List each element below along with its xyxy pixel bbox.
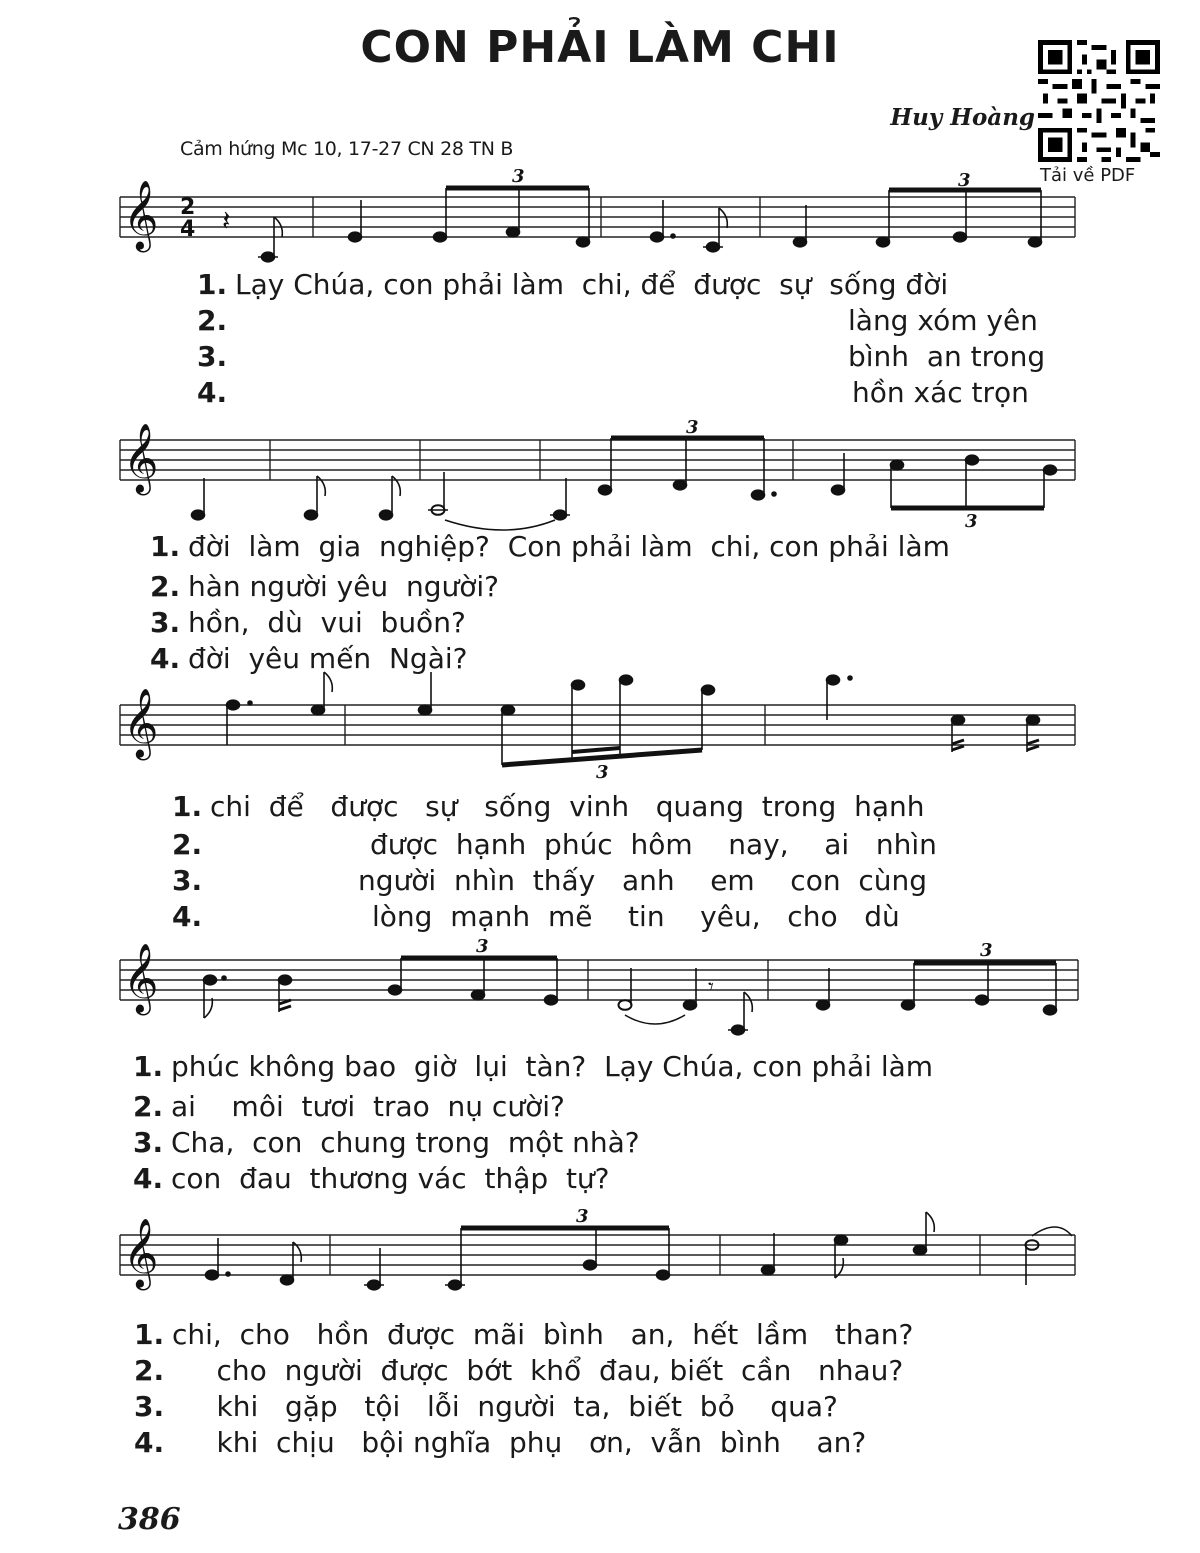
inspiration-note: Cảm hứng Mc 10, 17-27 CN 28 TN B (180, 138, 514, 160)
verse-number: 2. (150, 570, 181, 603)
verse-text: ai môi tươi trao nụ cười? (171, 1090, 565, 1123)
treble-clef-icon: 𝄞 (123, 688, 159, 758)
verse-number: 1. (197, 268, 228, 301)
lyric-line (134, 1390, 838, 1423)
eighth-rest-icon: 𝄾 (708, 975, 714, 1000)
lyric-line (134, 1318, 913, 1351)
note (914, 1245, 927, 1255)
note (835, 1235, 848, 1245)
verse-text: Cha, con chung trong một nhà? (171, 1126, 640, 1159)
verse-text: phúc không bao giờ lụi tàn? Lạy Chúa, con phải làm (171, 1050, 934, 1083)
note (368, 1280, 381, 1290)
verse-text: khi gặp tội lỗi người ta, biết bỏ qua? (172, 1390, 838, 1423)
treble-clef-icon: 𝄞 (123, 943, 159, 1013)
verse-number: 3. (134, 1390, 165, 1423)
treble-clef-icon: 𝄞 (123, 1218, 159, 1288)
verse-number: 4. (134, 1426, 165, 1459)
verse-text: chi, cho hồn được mãi bình an, hết lầm than? (172, 1318, 914, 1351)
verse-number: 4. (197, 376, 228, 409)
note (657, 1270, 670, 1280)
triplet-marker: 3 (512, 166, 525, 187)
verse-text: con đau thương vác thập tự? (171, 1162, 610, 1195)
verse-number: 3. (172, 864, 203, 897)
verse-number: 3. (133, 1126, 164, 1159)
verse-number: 3. (197, 340, 228, 373)
time-signature-top: 2 (180, 195, 196, 220)
verse-text: được hạnh phúc hôm nay, ai nhìn (370, 828, 937, 861)
verse-number: 3. (150, 606, 181, 639)
verse-number: 4. (133, 1162, 164, 1195)
treble-clef-icon: 𝄞 (123, 180, 159, 250)
time-signature-bottom: 4 (180, 217, 196, 242)
verse-number: 4. (172, 900, 203, 933)
page-number: 386 (118, 1502, 181, 1537)
verse-text: đời làm gia nghiệp? Con phải làm chi, con phải làm (188, 530, 950, 563)
note (281, 1275, 294, 1285)
lyric-line (134, 1426, 866, 1459)
verse-number: 1. (172, 790, 203, 823)
verse-text: chi để được sự sống vinh quang trong hạnh (210, 790, 925, 823)
verse-text: bình an trong (848, 340, 1046, 373)
note (449, 1280, 462, 1290)
verse-number: 4. (150, 642, 181, 675)
verse-text: lòng mạnh mẽ tin yêu, cho dù (372, 900, 900, 933)
verse-text: cho người được bớt khổ đau, biết cần nhau? (172, 1354, 904, 1387)
triplet-marker: 3 (980, 940, 993, 961)
verse-text: đời yêu mến Ngài? (188, 642, 468, 675)
verse-number: 1. (133, 1050, 164, 1083)
triplet-marker: 3 (576, 1206, 589, 1227)
verse-text: khi chịu bội nghĩa phụ ơn, vẫn bình an? (172, 1426, 867, 1459)
quarter-rest-icon: 𝄽 (222, 204, 231, 237)
download-pdf-link[interactable]: Tải về PDF (1040, 165, 1136, 186)
verse-text: hồn xác trọn (852, 376, 1029, 409)
verse-number: 1. (150, 530, 181, 563)
triplet-marker: 3 (596, 762, 609, 783)
verse-number: 2. (197, 304, 228, 337)
verse-text: người nhìn thấy anh em con cùng (358, 864, 928, 897)
triplet-marker: 3 (958, 170, 971, 191)
treble-clef-icon: 𝄞 (123, 423, 159, 493)
verse-number: 2. (134, 1354, 165, 1387)
song-title: CON PHẢI LÀM CHI (360, 22, 840, 73)
triplet-marker: 3 (476, 936, 489, 957)
verse-number: 2. (172, 828, 203, 861)
verse-number: 1. (134, 1318, 165, 1351)
verse-text: Lạy Chúa, con phải làm chi, để được sự sống đời (235, 268, 949, 301)
triplet-marker: 3 (686, 417, 699, 438)
verse-text: làng xóm yên (848, 304, 1038, 337)
note (584, 1260, 597, 1270)
verse-text: hàn người yêu người? (188, 570, 500, 603)
composer-name: Huy Hoàng (890, 104, 1035, 131)
note (206, 1270, 219, 1280)
triplet-marker: 3 (965, 511, 978, 532)
lyric-line (134, 1354, 903, 1387)
verse-text: hồn, dù vui buồn? (188, 606, 466, 639)
note (762, 1265, 775, 1275)
verse-number: 2. (133, 1090, 164, 1123)
